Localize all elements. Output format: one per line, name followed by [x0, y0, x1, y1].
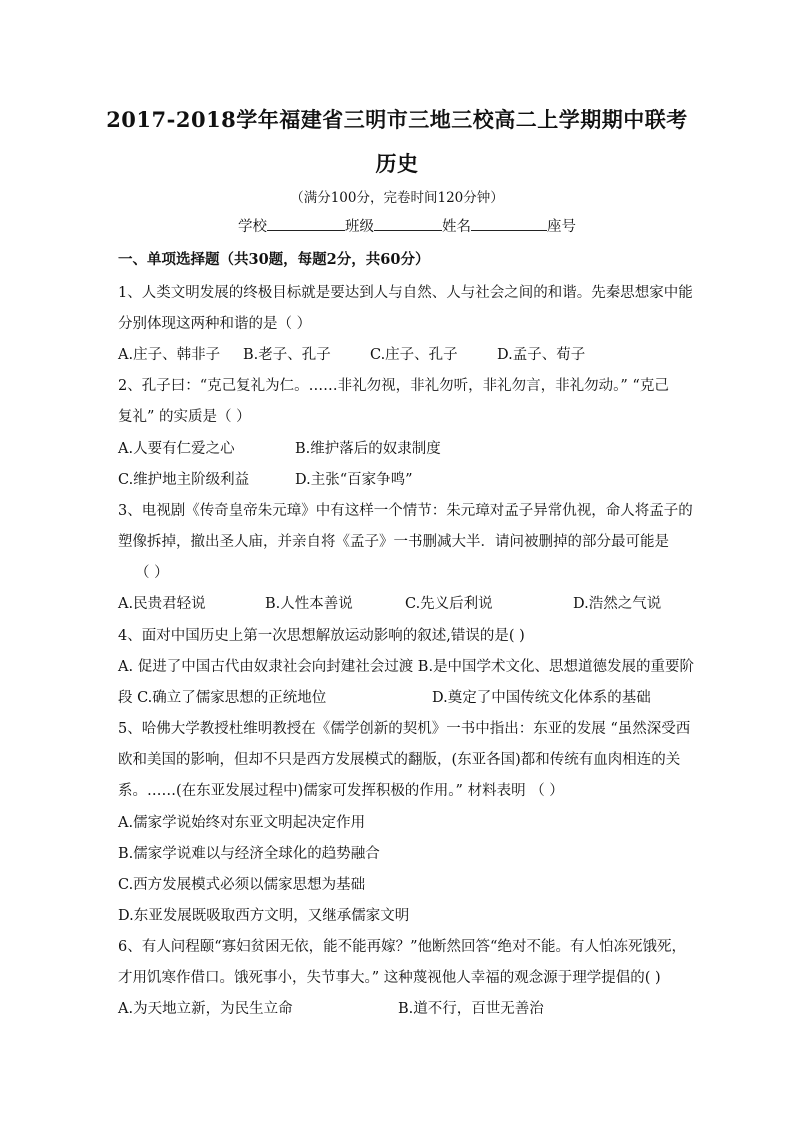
q2-option-a[interactable]: A.人要有仁爱之心: [118, 441, 235, 457]
q1-stem-line2: 分别体现这两种和谐的是（ ）: [118, 316, 312, 332]
q2-option-d[interactable]: D.主张“百家争鸣”: [295, 472, 413, 488]
exam-subtitle: （满分100分，完卷时间120分钟）: [290, 190, 504, 206]
q2-stem-line1: 2、孔子曰：“克己复礼为仁。……非礼勿视，非礼勿听，非礼勿言，非礼勿动。” “克己: [118, 378, 669, 394]
q2-option-b[interactable]: B.维护落后的奴隶制度: [295, 441, 441, 457]
q4-line2: A. 促进了中国古代由奴隶社会向封建社会过渡 B.是中国学术文化、思想道德发展的重要阶: [118, 659, 695, 675]
q1-option-b[interactable]: B.老子、孔子: [243, 347, 331, 363]
subject-title: 历史: [375, 151, 419, 176]
name-label: 姓名: [442, 219, 471, 235]
class-field[interactable]: [374, 216, 442, 231]
q4-line3-b: D.奠定了中国传统文化体系的基础: [432, 690, 651, 706]
q5-option-d[interactable]: D.东亚发展既吸取西方文明，又继承儒家文明: [118, 908, 410, 924]
q6-option-b[interactable]: B.道不行，百世无善治: [398, 1001, 544, 1017]
q1-option-a[interactable]: A.庄子、韩非子: [118, 347, 221, 363]
q4-stem-line1: 4、面对中国历史上第一次思想解放运动影响的叙述,错误的是( ): [118, 628, 525, 644]
q5-option-b[interactable]: B.儒家学说难以与经济全球化的趋势融合: [118, 846, 380, 862]
q3-option-a[interactable]: A.民贵君轻说: [118, 596, 206, 612]
q6-stem-line1: 6、有人问程颐“寡妇贫困无依，能不能再嫁？”他断然回答“绝对不能。有人怕冻死饿死，: [118, 939, 686, 955]
q6-option-a[interactable]: A.为天地立新，为民生立命: [118, 1001, 293, 1017]
q3-option-d[interactable]: D.浩然之气说: [573, 596, 662, 612]
name-field[interactable]: [471, 216, 547, 231]
q1-option-c[interactable]: C.庄子、孔子: [370, 347, 458, 363]
q3-stem-line3: （ ）: [135, 565, 169, 581]
q4-line3-a: 段 C.确立了儒家思想的正统地位: [118, 690, 327, 706]
q1-stem-line1: 1、人类文明发展的终极目标就是要达到人与自然、人与社会之间的和谐。先秦思想家中能: [118, 285, 693, 301]
q5-stem-line2: 欧和美国的影响，但却不只是西方发展模式的翻版，(东亚各国)都和传统有血肉相连的关: [118, 752, 681, 768]
q1-option-d[interactable]: D.孟子、荀子: [497, 347, 586, 363]
seat-label: 座号: [547, 219, 576, 235]
q5-option-a[interactable]: A.儒家学说始终对东亚文明起决定作用: [118, 815, 366, 831]
q3-stem-line2: 塑像拆掉，撤出圣人庙，并亲自将《孟子》一书删减大半．请问被删掉的部分最可能是: [118, 534, 669, 550]
q6-stem-line2: 才用饥寒作借口。饿死事小，失节事大。” 这种蔑视他人幸福的观念源于理学提倡的( ): [118, 970, 661, 986]
section-heading: 一、单项选择题（共30题，每题2分，共60分）: [118, 251, 430, 268]
class-label: 班级: [345, 219, 374, 235]
q2-stem-line2: 复礼” 的实质是（ ）: [118, 409, 251, 425]
q3-option-b[interactable]: B.人性本善说: [265, 596, 353, 612]
q3-option-c[interactable]: C.先义后利说: [405, 596, 493, 612]
q5-stem-line3: 系。……(在东亚发展过程中)儒家可发挥积极的作用。” 材料表明 （ ）: [118, 783, 564, 799]
q3-stem-line1: 3、电视剧《传奇皇帝朱元璋》中有这样一个情节：朱元璋对孟子异常仇视，命人将孟子的: [118, 503, 693, 519]
student-info-fields: [238, 215, 576, 236]
q5-option-c[interactable]: C.西方发展模式必须以儒家思想为基础: [118, 877, 366, 893]
q2-option-c[interactable]: C.维护地主阶级利益: [118, 472, 250, 488]
school-field[interactable]: [267, 216, 345, 231]
exam-title: 2017-2018学年福建省三明市三地三校高二上学期期中联考: [106, 107, 688, 132]
q5-stem-line1: 5、哈佛大学教授杜维明教授在《儒学创新的契机》一书中指出：东亚的发展 “虽然深受西: [118, 721, 691, 737]
school-label: 学校: [238, 219, 267, 235]
